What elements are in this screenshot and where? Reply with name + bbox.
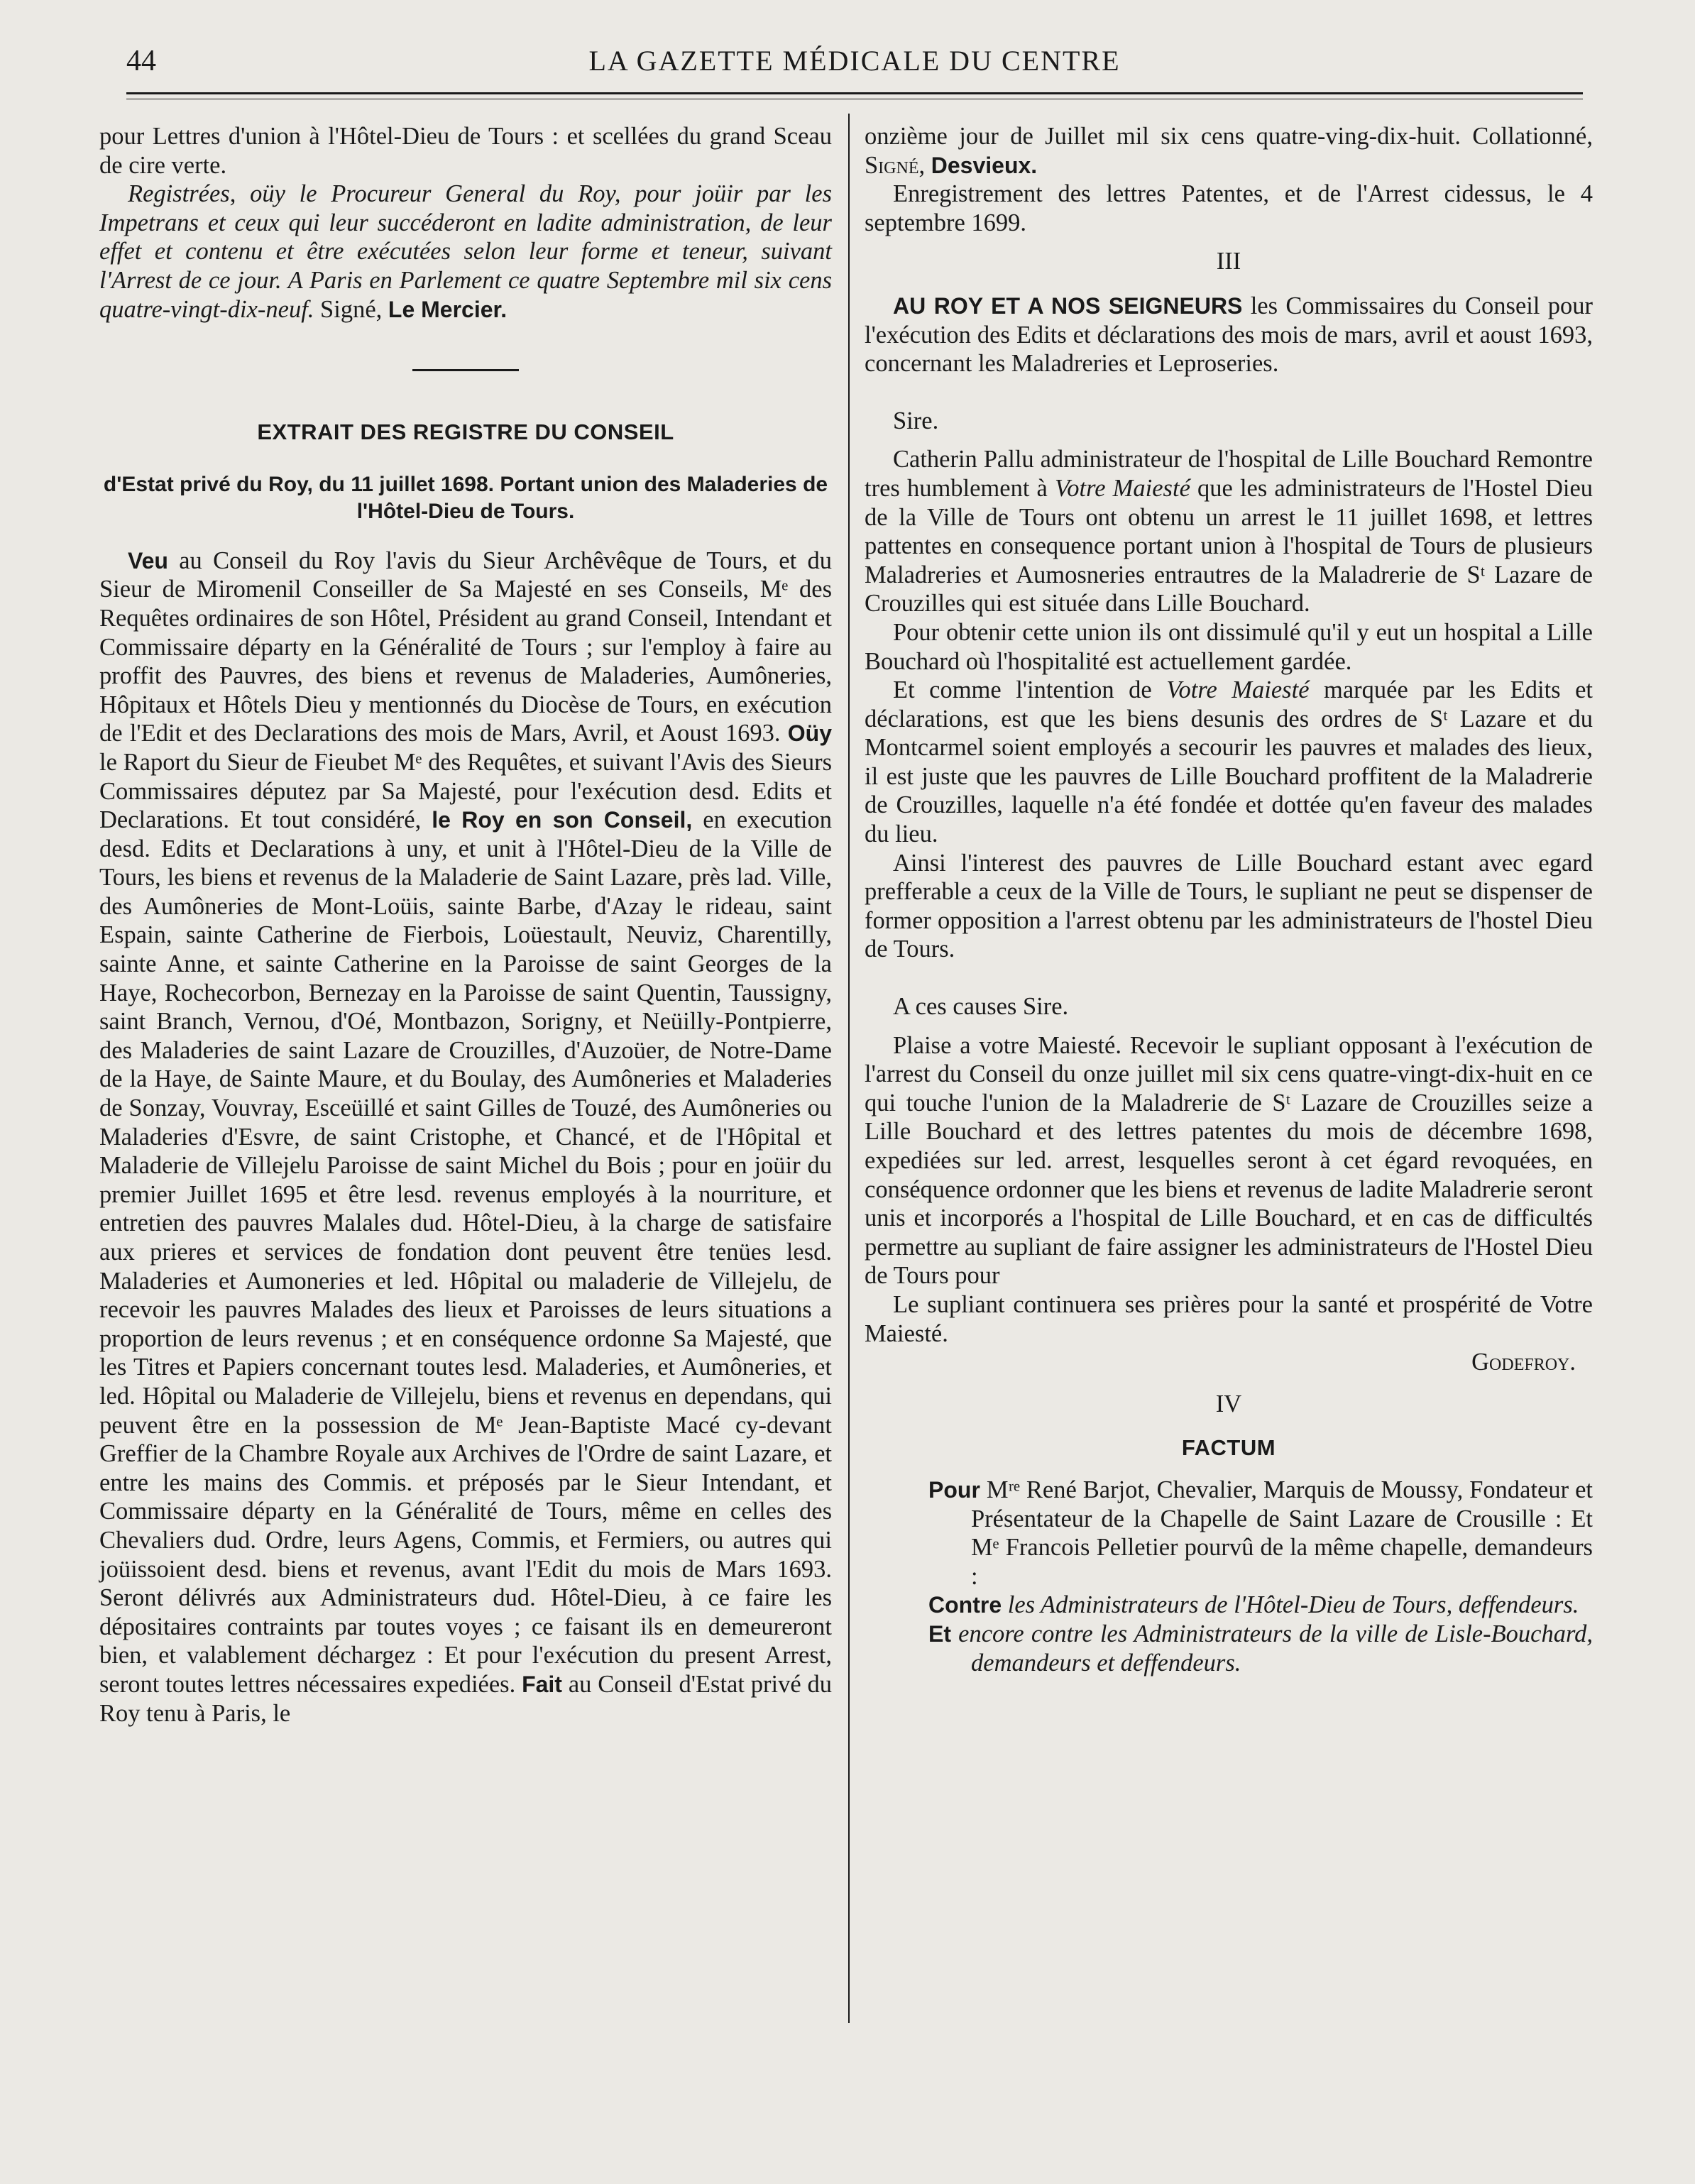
veu-lead: Veu — [128, 547, 168, 574]
paragraph-plaise: Plaise a votre Maiesté. Recevoir le supliant opposant à l'exécution de l'arrest du Conseil du onze juillet mil six cens quatre-vingt-dix-huit en ce qui touche l'union de la Maladrerie de Sᵗ Lazare de Crouzilles seize a Lille Bouchard et des lettres patentes du mois de décembre 1698, expediées sur led. arrest, lesquelles seront à cet égard revoquées, en conséquence ordonner que les biens et revenus de ladite Maladrerie seront unis et incorporés a l'hospital de Lille Bouchard, et en cas de difficultés permettre au supliant de faire assigner les administrateurs de l'Hostel Dieu de Tours pour — [865, 1031, 1593, 1290]
page-number: 44 — [126, 45, 156, 77]
paragraph-sire: Sire. — [893, 407, 939, 434]
votre-maieste-italic-2: Votre Maiesté — [1166, 676, 1310, 704]
factum-et — [865, 1620, 1593, 1677]
veu-text-c: en execution desd. Edits et Declarations à uny, et unit à l'Hôtel-Dieu de la Ville de Tours, les biens et revenus de la Maladerie de Saint Lazare, près lad. Ville, des Aumôneries de Mont-Loüis, sainte Barbe, d'Azay le rideau, saint Espain, sainte Catherine de Fierbois, Loüestault, Neuviz, Charentilly, sainte Anne, et sainte Catherine en la Paroisse de saint Georges de la Haye, Rochecorbon, Bernezay en la Paroisse de saint Quentin, Taussigny, saint Branch, Vernou, d'Oé, Montbazon, Sorigny, et Neüilly-Pontpierre, des Maladeries de saint Lazare de Crouzilles, d'Auzoüer, de Notre-Dame de la Haye, de Sainte Maure, et du Boulay, des Aumôneries et Maladeries de Sonzay, Vouvray, Esceüillé et saint Gilles de Touzé, des Aumôneries ou Maladeries d'Esvre, de saint Cristophe, et Chancé, et de l'Hôpital et Maladerie de Villejelu Paroisse de saint Michel du Bois ; pour en joüir du premier Juillet 1695 et être lesd. revenus employés à la nourriture, et entretien des pauvres Malales dud. Hôtel-Dieu, à la charge de satisfaire aux prieres et services de fondation dont peuvent être tenües lesd. Maladeries et Aumoneries et led. Hôpital ou maladerie de Villejelu, de recevoir les pauvres Malades des lieux et Paroisses de leurs situations a proportion de leurs revenus ; et en conséquence ordonne Sa Majesté, que les Titres et Papiers concernant toutes lesd. Maladeries, et Aumôneries, et led. Hôpital ou Maladerie de Villejelu, biens et revenus en dependans, qui peuvent être en la possession de Mᵉ Jean-Baptiste Macé cy-devant Greffier de la Chambre Royale aux Archives de l'Ordre de saint Lazare, et entre les mains des Commis. et préposés par le Sieur Intendant, et Commissaire départy en la Généralité de Tours, même en celles des Chevaliers dud. Ordre, leurs Agens, Commis, et Fermiers, ou autres qui joüissoient desd. biens et revenus, avant l'Edit du mois de Mars 1693. Seront délivrés aux Administrateurs dud. Hôtel-Dieu, à ce faire les dépositaires contraints par toutes voyes ; ce faisant ils en demeureront bien, et valablement déchargez : Et pour l'exécution du present Arrest, seront toutes lettres nécessaires expediées. — [99, 806, 832, 1698]
signe-label: Signé, — [320, 295, 383, 323]
paragraph-au-roy — [865, 292, 1593, 378]
veu-text-d: au Conseil d'Estat privé du Roy tenu à Paris, le — [99, 1670, 833, 1727]
paragraph-enregistrement: Enregistrement des lettres Patentes, et de l'Arrest cidessus, le 4 septembre 1699. — [865, 180, 1593, 236]
paragraph-ainsi: Ainsi l'interest des pauvres de Lille Bouchard estant avec egard prefferable a ceux de la Ville de Tours, le supliant ne peut se dispenser de former opposition a l'arrest obtenu par les administrateurs de l'hostel Dieu de Tours. — [865, 849, 1593, 963]
signe-label-right: Signé, — [865, 151, 926, 179]
catherin-text-a: Catherin Pallu administrateur de l'hospital de Lille Bouchard Remontre tres humblement à — [865, 446, 1593, 502]
factum-heading: FACTUM — [1181, 1435, 1276, 1461]
paragraph-veu — [99, 547, 832, 1728]
paragraph-le-supliant: Le supliant continuera ses prières pour la santé et prospérité de Votre Maiesté. — [865, 1290, 1593, 1347]
fait-lead: Fait — [522, 1671, 562, 1697]
et-lead: Et — [928, 1620, 951, 1647]
au-roy-lead: AU ROY ET A NOS SEIGNEURS — [893, 292, 1243, 319]
left-column — [99, 122, 832, 1728]
column-divider — [848, 114, 850, 2023]
right-column — [865, 122, 1593, 1677]
signer-le-mercier: Le Mercier. — [388, 296, 508, 322]
et-text: encore contre les Administrateurs de la ville de Lisle-Bouchard, demandeurs et deffendeurs. — [958, 1620, 1593, 1677]
pour-lead: Pour — [928, 1476, 980, 1503]
au-roy-text: les Commissaires du Conseil pour l'exécution des Edits et déclarations des mois de mars, avril et aoust 1693, concernant les Maladreries et Leproseries. — [865, 292, 1593, 378]
onzieme-text: onzième jour de Juillet mil six cens quatre-ving-dix-huit. Collationné, — [865, 123, 1593, 150]
catherin-text-b: que les administrateurs de l'Hostel Dieu de la Ville de Tours ont obtenu un arrest le 11 juillet 1698, et lettres pattentes en consequence portant union à l'hospital de Tours de plusieurs Maladreries et Aumosneries entrautres de la Maladrerie de Sᵗ Lazare de Crouzilles qui est située dans Lille Bouchard. — [865, 474, 1593, 618]
signature-godefroy: Godefroy. — [1471, 1349, 1576, 1376]
factum-pour — [865, 1476, 1593, 1591]
pour-text: Mʳᵉ René Barjot, Chevalier, Marquis de Moussy, Fondateur et Présentateur de la Chapelle de Saint Lazare de Crousille : Et Mᵉ Francois Pelletier pourvû de la même chapelle, demandeurs : — [971, 1476, 1593, 1590]
paragraph-pour-obtenir: Pour obtenir cette union ils ont dissimulé qu'il y eut un hospital a Lille Bouchard où l'hospitalité est actuellement gardée. — [865, 618, 1593, 675]
registrees-italic: Registrées, oüy le Procureur General du Roy, pour joüir par les Impetrans et ceux qui leur succéderont en ladite administration, de leur effet et contenu et être exécutées selon leur forme et teneur, suivant l'Arrest de ce jour. A Paris en Parlement ce quatre Septembre mil six cens quatre-vingt-dix-neuf. — [99, 180, 832, 323]
paragraph-a-ces-causes: A ces causes Sire. — [893, 993, 1069, 1021]
section-numeral-iii: III — [1216, 248, 1241, 275]
comme-text-b: marquée par les Edits et déclarations, est que les biens desunis des ordres de Sᵗ Lazare et du Montcarmel soient employés a secourir les pauvres et malades des lieux, il est juste que les pauvres de Lille Bouchard proffitent de la Maladrerie de Crouzilles, laquelle n'a été fondée et dottée qu'en faveur des malades du lieu. — [865, 676, 1593, 848]
extrait-subheading: d'Estat privé du Roy, du 11 juillet 1698. Portant union des Maladeries de l'Hôtel-Dieu de Tours. — [103, 472, 828, 523]
extrait-heading: EXTRAIT DES REGISTRE DU CONSEIL — [257, 419, 674, 445]
paragraph-lettres-union: pour Lettres d'union à l'Hôtel-Dieu de Tours : et scellées du grand Sceau de cire verte. — [99, 123, 832, 179]
factum-contre — [865, 1591, 1593, 1620]
section-numeral-iv: IV — [1215, 1390, 1242, 1417]
page-header — [126, 44, 1583, 87]
signer-desvieux: Desvieux. — [931, 152, 1038, 178]
contre-text: les Administrateurs de l'Hôtel-Dieu de Tours, deffendeurs. — [1007, 1591, 1579, 1619]
journal-title: LA GAZETTE MÉDICALE DU CENTRE — [588, 45, 1121, 77]
veu-text-a: au Conseil du Roy l'avis du Sieur Archêvêque de Tours, et du Sieur de Miromenil Conseiller de Sa Majesté en ses Conseils, Mᵉ des Requêtes ordinaires de son Hôtel, Président au grand Conseil, Intendant et Commissaire départy en la Généralité de Tours ; sur l'employ à faire au proffit des Pauvres, des biens et revenus de Maladeries, Aumôneries, Hôpitaux et Hôtels Dieu y mentionnés du Diocèse de Tours, en exécution de l'Edit et des Declarations des mois de Mars, Avril, et Aoust 1693. — [99, 547, 833, 747]
header-rule — [126, 92, 1583, 94]
paragraph-registrees — [99, 180, 832, 324]
contre-lead: Contre — [928, 1592, 1002, 1618]
roy-en-conseil: le Roy en son Conseil, — [432, 807, 693, 833]
paragraph-onzieme — [865, 122, 1593, 180]
ouy-lead: Oüy — [787, 720, 833, 747]
paragraph-et-comme — [865, 676, 1593, 849]
votre-maieste-italic: Votre Maiesté — [1055, 474, 1190, 502]
paragraph-catherin — [865, 445, 1593, 618]
veu-text-b: le Raport du Sieur de Fieubet Mᵉ des Requêtes, et suivant l'Avis des Sieurs Commissaires députez par Sa Majesté, pour l'exécution desd. Edits et Declarations. Et tout considéré, — [99, 748, 832, 834]
comme-text-a: Et comme l'intention de — [893, 676, 1152, 704]
